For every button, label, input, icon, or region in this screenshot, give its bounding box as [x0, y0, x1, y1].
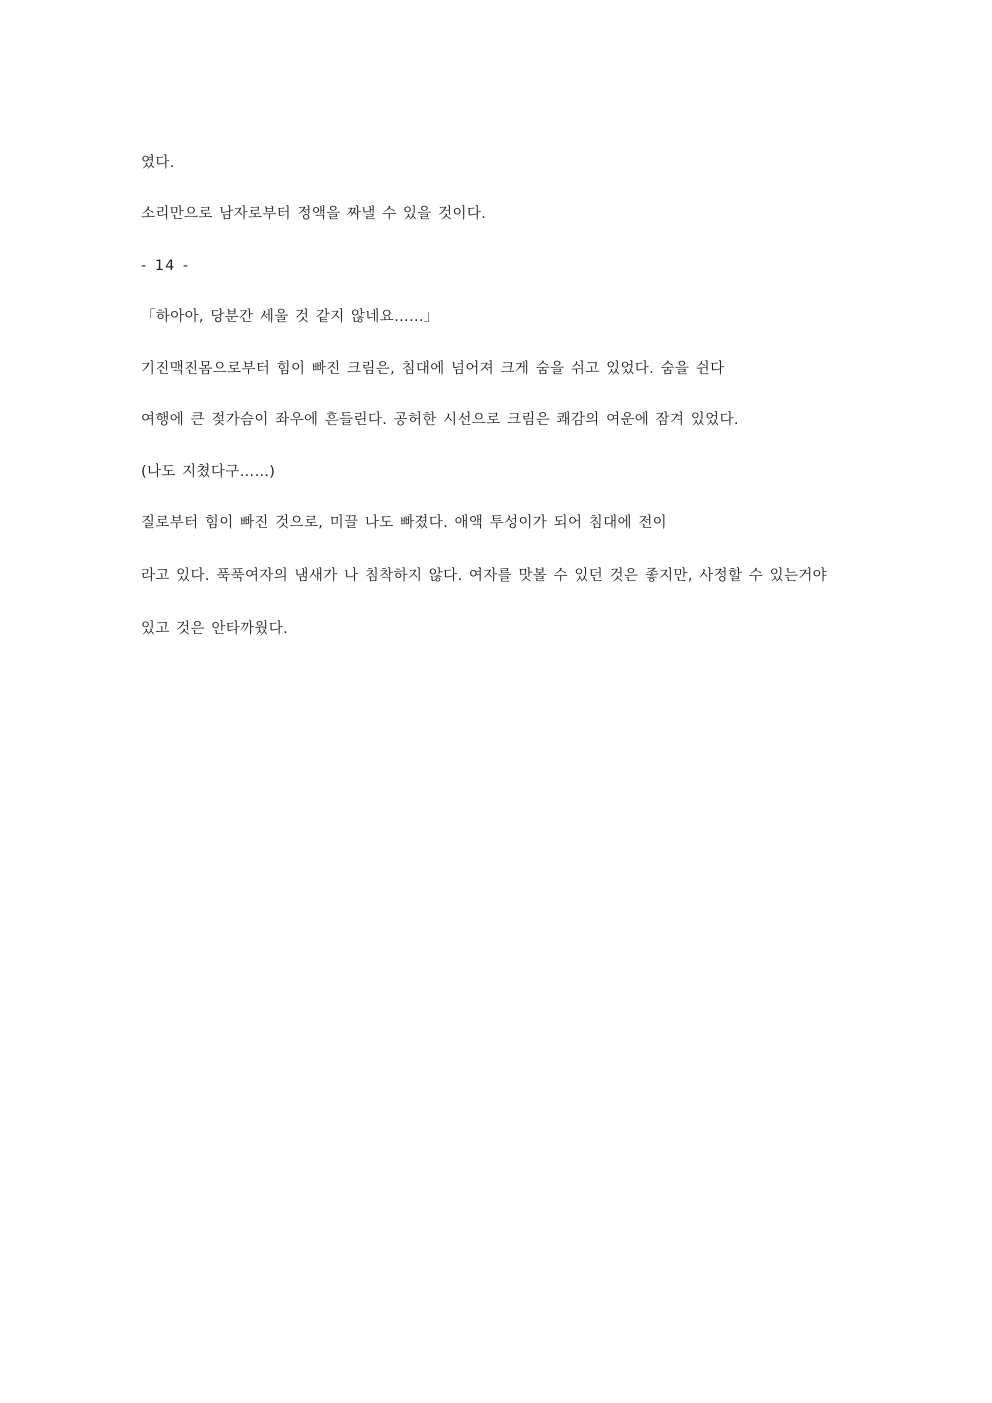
paragraph: 라고 있다. 푹푹여자의 냄새가 나 침착하지 않다. 여자를 맛볼 수 있던 것은 좋지만, 사정할 수 있는거야 [141, 567, 828, 584]
paragraph: 였다. [141, 155, 175, 171]
text-body [141, 152, 861, 670]
page-number-marker: - 14 - [141, 257, 190, 274]
paragraph: 소리만으로 남자로부터 정액을 짜낼 수 있을 것이다. [141, 206, 487, 223]
paragraph: 있고 것은 안타까웠다. [141, 621, 289, 638]
paragraph-dialogue: 「하아아, 당분간 세울 것 같지 않네요……」 [141, 309, 439, 326]
paragraph: 기진맥진몸으로부터 힘이 빠진 크림은, 침대에 넘어져 크게 숨을 쉬고 있었다. 숨을 쉰다 [141, 360, 725, 377]
paragraph: 질로부터 힘이 빠진 것으로, 미끌 나도 빠졌다. 애액 투성이가 되어 침대에 전이 [141, 515, 668, 532]
paragraph-inner-thought: (나도 지쳤다구……) [141, 463, 276, 480]
paragraph: 여행에 큰 젖가슴이 좌우에 흔들린다. 공허한 시선으로 크림은 쾌감의 여운에 잠겨 있었다. [141, 412, 739, 429]
